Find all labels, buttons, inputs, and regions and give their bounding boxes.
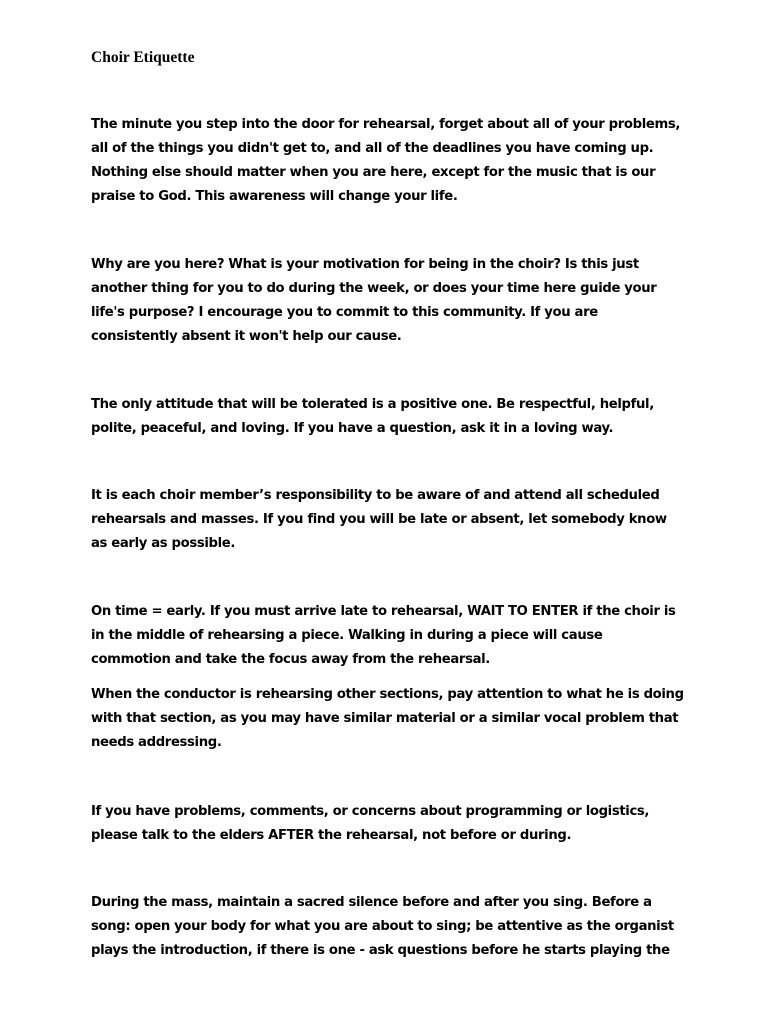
paragraph-line: The minute you step into the door for rehearsal, forget about all of your problems, [91,117,681,132]
paragraph-line: another thing for you to do during the week, or does your time here guide your [91,281,657,296]
paragraph-mass-silence [91,891,711,963]
paragraph-concerns [91,800,711,848]
paragraph-line: When the conductor is rehearsing other sections, pay attention to what he is doing [91,687,684,702]
paragraph-line: all of the things you didn't get to, and all of the deadlines you have coming up. [91,141,654,156]
paragraph-line: On time = early. If you must arrive late to rehearsal, WAIT TO ENTER if the choir is [91,604,676,619]
paragraph-line: needs addressing. [91,735,222,750]
paragraph-line: song: open your body for what you are about to sing; be attentive as the organist [91,919,674,934]
paragraph-line: Nothing else should matter when you are here, except for the music that is our [91,165,656,180]
paragraph-line: please talk to the elders AFTER the rehearsal, not before or during. [91,828,572,843]
paragraph-line: plays the introduction, if there is one - ask questions before he starts playing the [91,943,670,958]
paragraph-line: life's purpose? I encourage you to commit to this community. If you are [91,305,598,320]
paragraph-attitude [91,393,711,441]
paragraph-attendance [91,484,711,556]
paragraph-line: If you have problems, comments, or concerns about programming or logistics, [91,804,650,819]
paragraph-focus-at-rehearsal [91,113,711,209]
paragraph-line: polite, peaceful, and loving. If you have a question, ask it in a loving way. [91,421,614,436]
paragraph-line: rehearsals and masses. If you find you will be late or absent, let somebody know [91,512,667,527]
paragraph-line: with that section, as you may have similar material or a similar vocal problem that [91,711,679,726]
paragraph-line: praise to God. This awareness will change your life. [91,189,458,204]
paragraph-line: The only attitude that will be tolerated is a positive one. Be respectful, helpful, [91,397,654,412]
paragraph-line: Why are you here? What is your motivation for being in the choir? Is this just [91,257,639,272]
paragraph-line: It is each choir member’s responsibility to be aware of and attend all scheduled [91,488,660,503]
document-title: Choir Etiquette [91,49,195,66]
paragraph-sectionals [91,683,711,755]
paragraph-punctuality [91,600,711,672]
paragraph-line: in the middle of rehearsing a piece. Walking in during a piece will cause [91,628,603,643]
paragraph-line: commotion and take the focus away from the rehearsal. [91,652,490,667]
paragraph-line: consistently absent it won't help our cause. [91,329,402,344]
paragraph-line: During the mass, maintain a sacred silence before and after you sing. Before a [91,895,652,910]
paragraph-motivation [91,253,711,349]
paragraph-line: as early as possible. [91,536,236,551]
